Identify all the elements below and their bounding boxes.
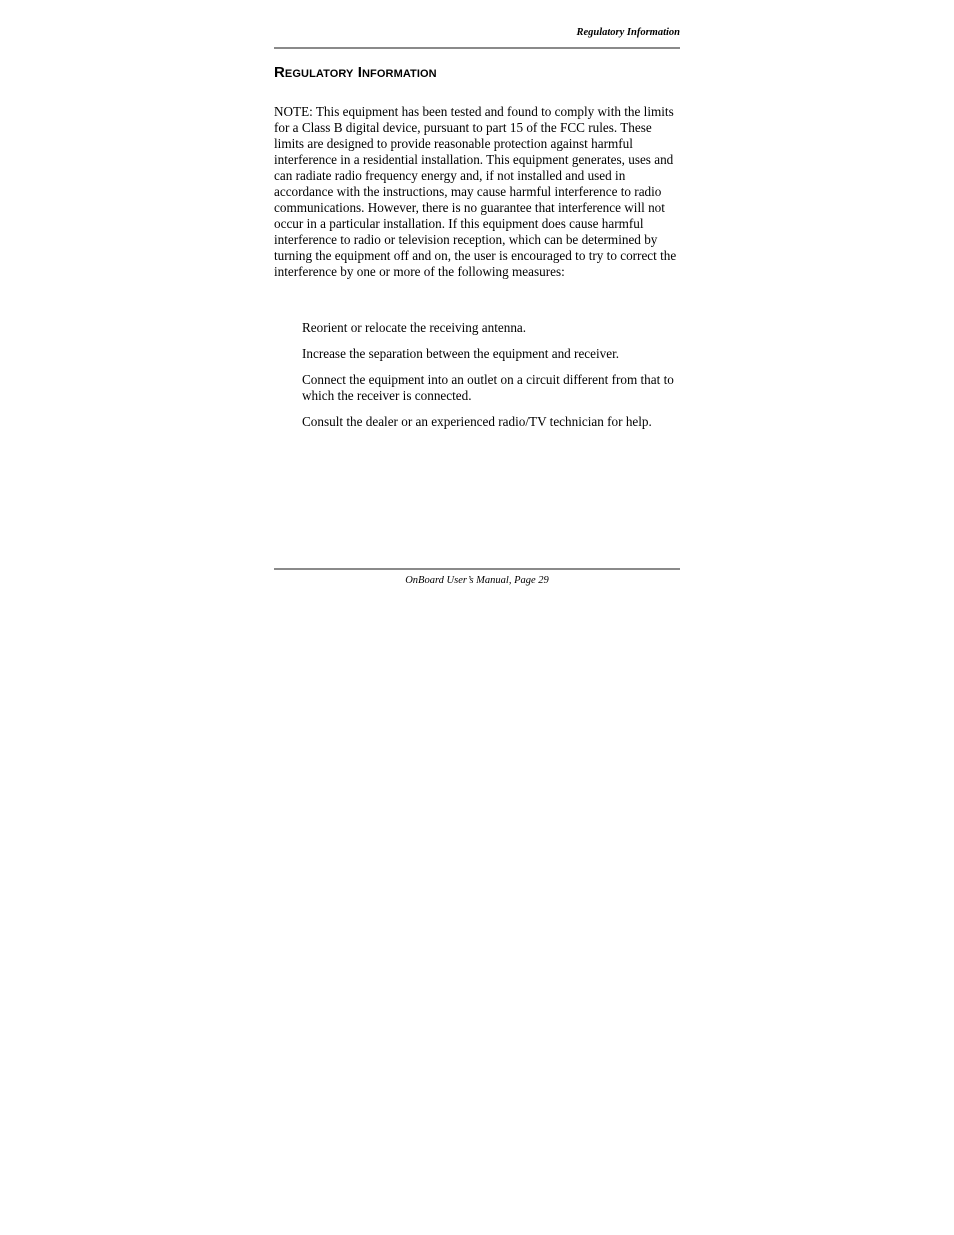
running-footer: OnBoard User’s Manual, Page 29 (405, 575, 549, 586)
measure-item: Consult the dealer or an experienced radio/TV technician for help. (302, 414, 652, 429)
running-header: Regulatory Information (576, 27, 680, 38)
section-heading: Regulatory Information (274, 64, 437, 81)
fcc-note-paragraph: NOTE: This equipment has been tested and found to comply with the limits for a Class B digital device, pursuant to part 15 of the FCC rules. These limits are designed to provide reasonable protection against harmful interference in a residential installation. This equipment generates, uses and can radiate radio frequency energy and, if not installed and used in accordance with the instructions, may cause harmful interference to radio communications. However, there is no guarantee that interference will not occur in a particular installation. If this equipment does cause harmful interference to radio or television reception, which can be determined by turning the equipment off and on, the user is encouraged to try to correct the interference by one or more of the following measures: (274, 104, 677, 279)
header-divider (274, 47, 680, 49)
footer-divider (274, 568, 680, 570)
manual-page (274, 0, 680, 620)
measures-list (302, 320, 680, 440)
measure-item: Reorient or relocate the receiving antenna. (302, 320, 527, 335)
measure-item: Increase the separation between the equipment and receiver. (302, 346, 620, 361)
measure-item: Connect the equipment into an outlet on a circuit different from that to which the receiver is connected. (302, 372, 674, 403)
